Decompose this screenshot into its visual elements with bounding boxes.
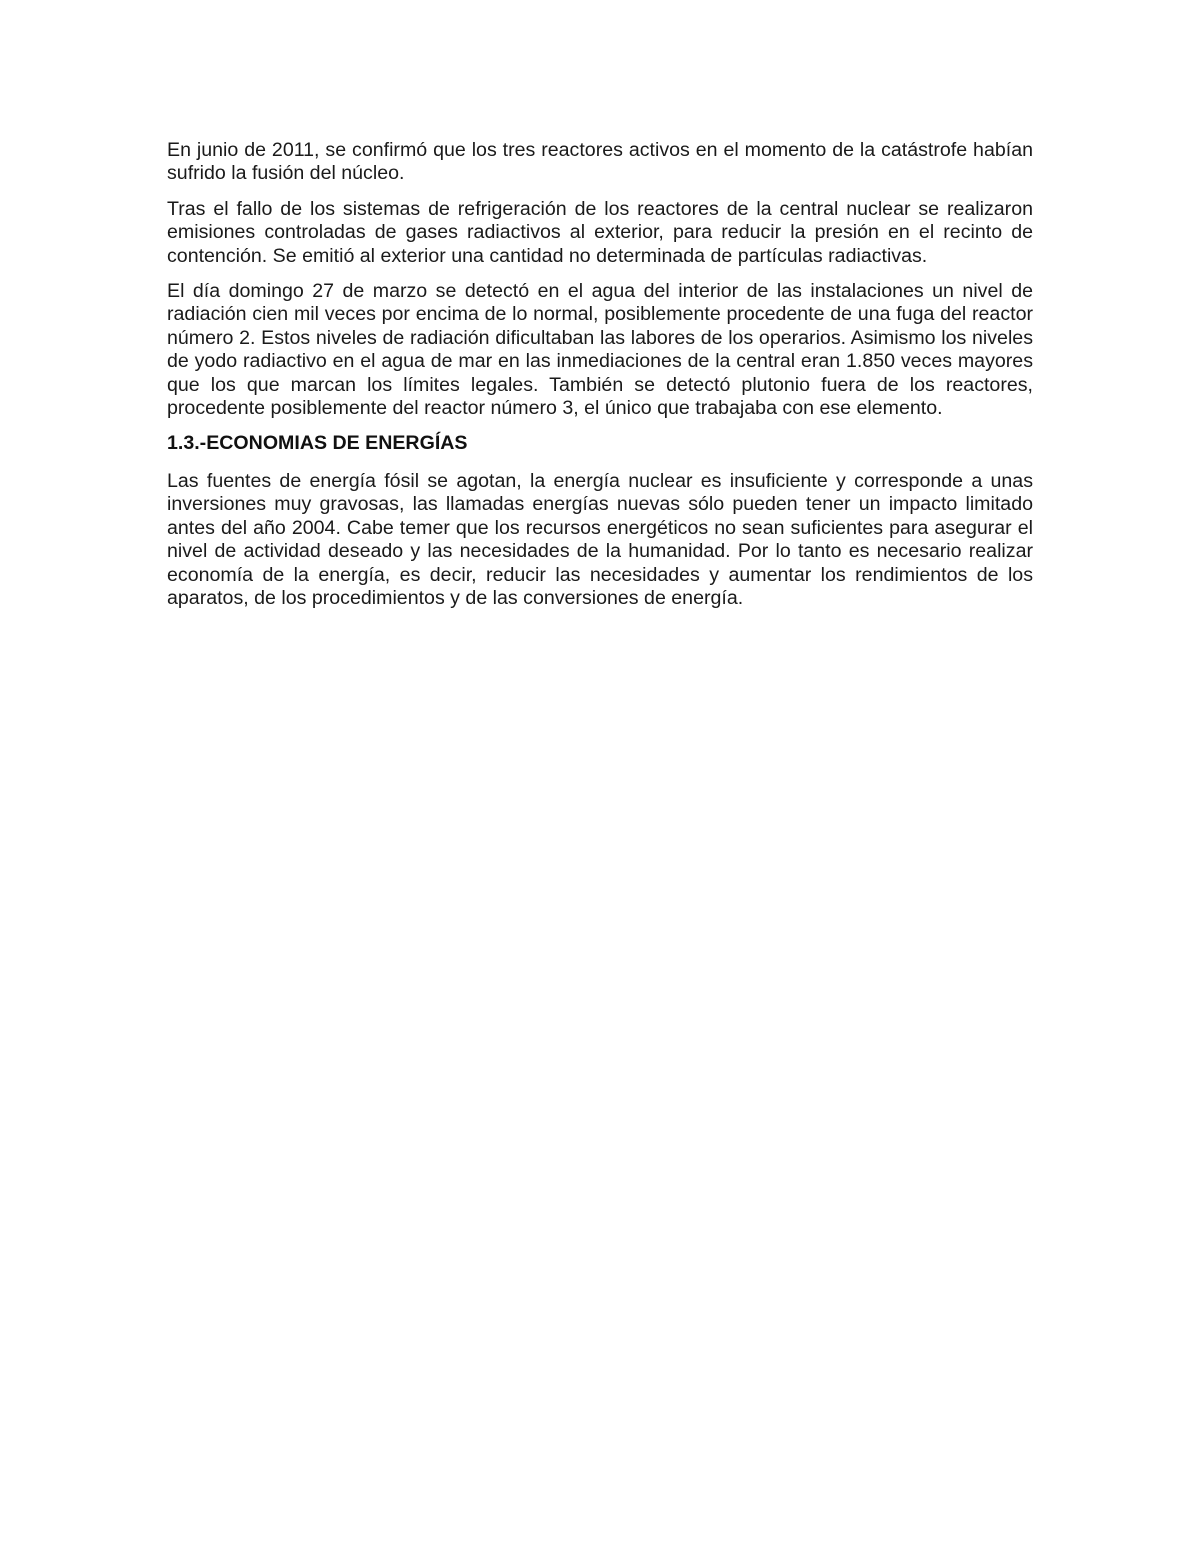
document-body (167, 139, 1033, 622)
paragraph-radiacion-agua: El día domingo 27 de marzo se detectó en el agua del interior de las instalaciones un nivel de radiación cien mil veces por encima de lo normal, posiblemente procedente de una fuga del reactor número 2. Estos niveles de radiación dificultaban las labores de los operarios. Asimismo los niveles de yodo radiactivo en el agua de mar en las inmediaciones de la central eran 1.850 veces mayores que los que marcan los límites legales. También se detectó plutonio fuera de los reactores, procedente posiblemente del reactor número 3, el único que trabajaba con ese elemento. (167, 280, 1033, 420)
paragraph-economia-energia: Las fuentes de energía fósil se agotan, la energía nuclear es insuficiente y corresponde a unas inversiones muy gravosas, las llamadas energías nuevas sólo pueden tener un impacto limitado antes del año 2004. Cabe temer que los recursos energéticos no sean suficientes para asegurar el nivel de actividad deseado y las necesidades de la humanidad. Por lo tanto es necesario realizar economía de la energía, es decir, reducir las necesidades y aumentar los rendimientos de los aparatos, de los procedimientos y de las conversiones de energía. (167, 469, 1033, 609)
paragraph-emisiones-controladas: Tras el fallo de los sistemas de refrigeración de los reactores de la central nuclear se realizaron emisiones controladas de gases radiactivos al exterior, para reducir la presión en el recinto de contención. Se emitió al exterior una cantidad no determinada de partículas radiactivas. (167, 197, 1033, 267)
section-heading: 1.3.-ECONOMIAS DE ENERGÍAS (167, 432, 468, 455)
paragraph-fusion-nucleo: En junio de 2011, se confirmó que los tres reactores activos en el momento de la catástrofe habían sufrido la fusión del núcleo. (167, 139, 1033, 185)
